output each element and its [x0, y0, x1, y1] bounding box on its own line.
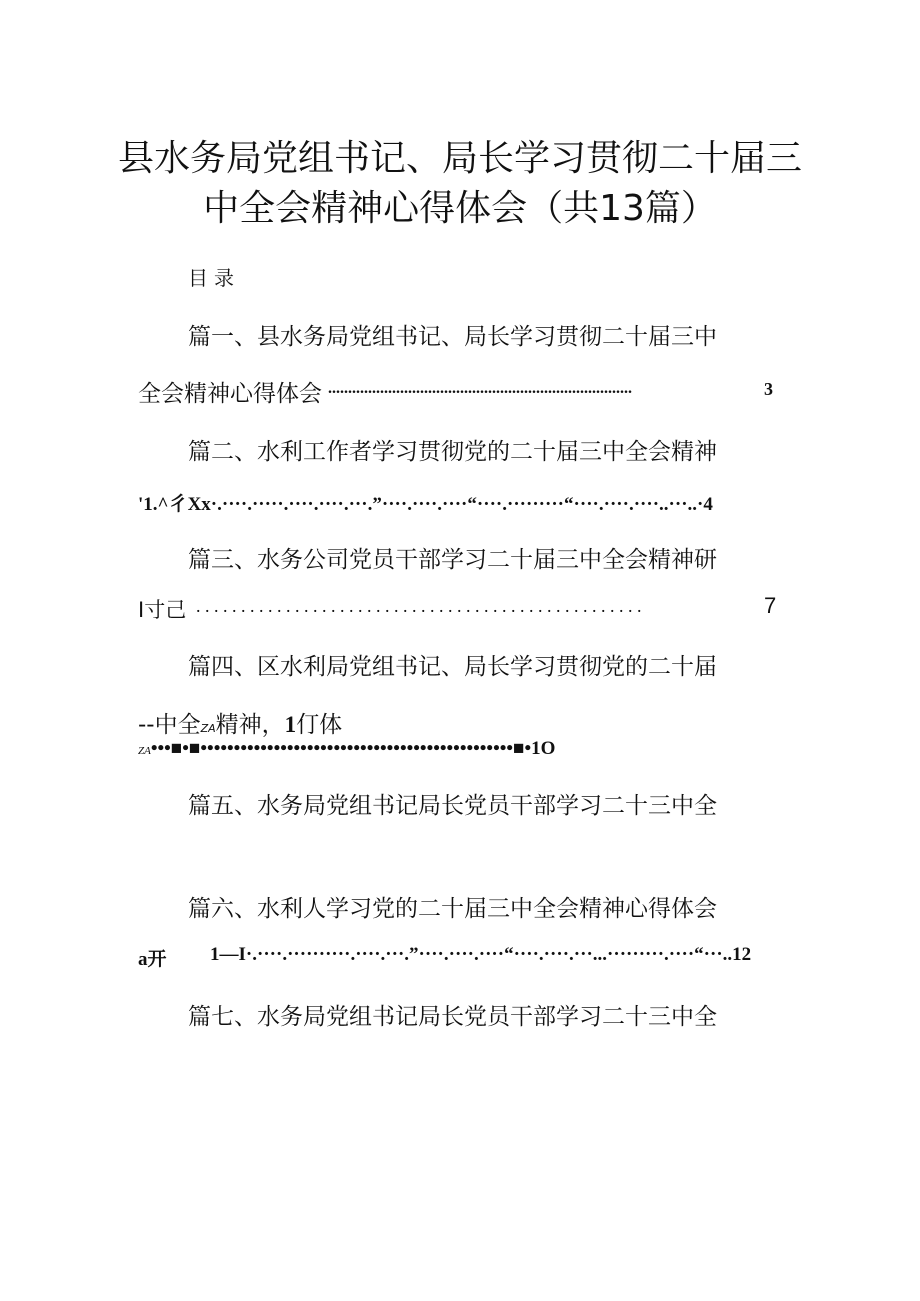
toc-entry-4-line-2-small: ZA — [200, 722, 216, 735]
toc-entry-4-garbled-line — [138, 738, 608, 760]
toc-entry-6-line-2-prefix: a开 — [138, 949, 167, 970]
toc-entry-4-line-1: 篇四、区水利局党组书记、局长学习贯彻党的二十届 — [188, 654, 717, 680]
toc-entry-4-line-2 — [138, 706, 342, 739]
toc-entry-2-line-1: 篇二、水利工作者学习贯彻党的二十届三中全会精神 — [188, 439, 717, 465]
toc-entry-3-line-1: 篇三、水务公司党员干部学习二十届三中全会精神研 — [188, 547, 717, 573]
toc-entry-4-line-2-b: 精神， — [215, 712, 285, 738]
toc-entry-4-line-3-garbled: •••■•■•••••••••••••••••••••••••••••••••••••••••••••••■•1O — [150, 738, 556, 759]
toc-entry-4-line-3-small: ZA — [138, 745, 151, 757]
document-title-line-1: 县水务局党组书记、局长学习贯彻二十届三 — [117, 138, 802, 179]
document-title-line-2: 中全会精神心得体会（共13篇） — [203, 188, 717, 229]
toc-entry-1-line-2: 全会精神心得体会 — [138, 381, 322, 407]
toc-entry-6-garbled-line: 1—I·.····.··········.····.···.”····.····.····“····.····.···...·········.····“···..12 — [210, 944, 752, 965]
toc-entry-1-leader-dots: ............................................................................ — [328, 380, 632, 397]
toc-entry-4-line-2-c: 1 — [284, 712, 297, 737]
toc-heading: 目录 — [188, 266, 240, 290]
toc-entry-4-line-2-a: --中全 — [138, 712, 201, 738]
toc-entry-3-page-number: 7 — [764, 593, 777, 618]
toc-entry-2-garbled-line: '1.^彳Xx·.····.·····.····.····.···.”····.····.····“····.·········“····.····.····..···..·4 — [138, 494, 713, 515]
toc-entry-4-line-2-d: 仃体 — [296, 712, 343, 738]
toc-entry-1-page-number: 3 — [764, 379, 773, 399]
toc-entry-7-line-1: 篇七、水务局党组书记局长党员干部学习二十三中全 — [188, 1004, 717, 1030]
toc-entry-3-leader-dots: . . . . . . . . . . . . . . . . . . . . . . . . . . . . . . . . . . . . . . . . . . . . . . . . . . — [196, 596, 642, 616]
toc-entry-3-line-2-prefix: I寸己 — [138, 598, 187, 622]
toc-entry-5-line-1: 篇五、水务局党组书记局长党员干部学习二十三中全 — [188, 793, 717, 819]
toc-entry-1-line-1: 篇一、县水务局党组书记、局长学习贯彻二十届三中 — [188, 324, 717, 350]
toc-entry-6-line-1: 篇六、水利人学习党的二十届三中全会精神心得体会 — [188, 896, 717, 922]
